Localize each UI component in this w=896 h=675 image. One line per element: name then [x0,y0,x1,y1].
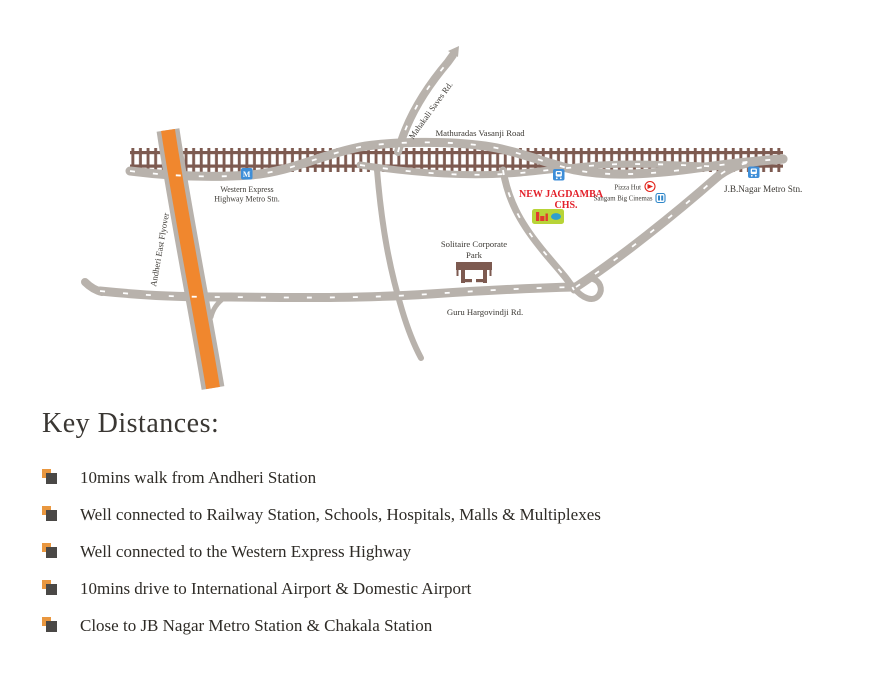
svg-text:M: M [242,170,251,179]
key-distances-list [42,468,896,636]
list-item-text: Well connected to Railway Station, Schools, Hospitals, Malls & Multiplexes [80,505,601,524]
bullet-icon [42,506,59,523]
list-item [42,616,896,636]
metro-m-icon [241,168,253,180]
list-item [42,542,896,562]
map-labels [148,80,802,317]
solitaire-building-icon [456,262,492,283]
label-pizza-hut: Pizza Hut [614,184,641,192]
list-item-text: 10mins walk from Andheri Station [80,468,317,487]
bullet-icon [42,469,59,486]
label-mahakali-saves-rd: Mahakali Saves Rd. [406,79,455,141]
label-western-express-1: Western Express [220,185,274,194]
label-guru-hargovindji-rd: Guru Hargovindji Rd. [446,307,524,317]
label-solitaire-1: Solitaire Corporate [440,239,508,249]
label-mathuradas-vasanji-road: Mathuradas Vasanji Road [435,128,525,138]
label-new-jagdamba-2: CHS. [554,200,578,211]
list-item [42,468,896,488]
label-andheri-east-flyover: Andheri East Flyover [148,211,171,288]
road-middle-vertical [377,170,421,358]
bullet-icon [42,543,59,560]
cinema-icon [656,194,665,203]
label-western-express-2: Highway Metro Stn. [214,194,280,204]
key-distances-section [0,400,896,653]
jagdamba-logo-icon [532,209,564,224]
bullet-icon [42,580,59,597]
list-item [42,505,896,525]
list-item [42,579,896,599]
pizza-hut-icon [645,182,655,192]
list-item-text: 10mins drive to International Airport & Domestic Airport [80,579,472,598]
train-station-icon-jbnagar [748,167,760,179]
key-distances-heading: Key Distances: [42,408,220,439]
list-item-text: Close to JB Nagar Metro Station & Chakala Station [80,616,433,635]
label-sangam-big-cinemas: Sangam Big Cinemas [593,195,653,203]
train-station-icon-chakala [553,169,565,181]
road-jagdamba [503,170,574,290]
road-guru-west-curl [85,282,102,292]
label-jb-nagar-metro-stn: J.B.Nagar Metro Stn. [724,184,803,194]
label-new-jagdamba-1: NEW JAGDAMBA [519,189,603,200]
label-solitaire-2: Park [466,250,482,260]
list-item-text: Well connected to the Western Express Highway [80,542,412,561]
bullet-icon [42,617,59,634]
